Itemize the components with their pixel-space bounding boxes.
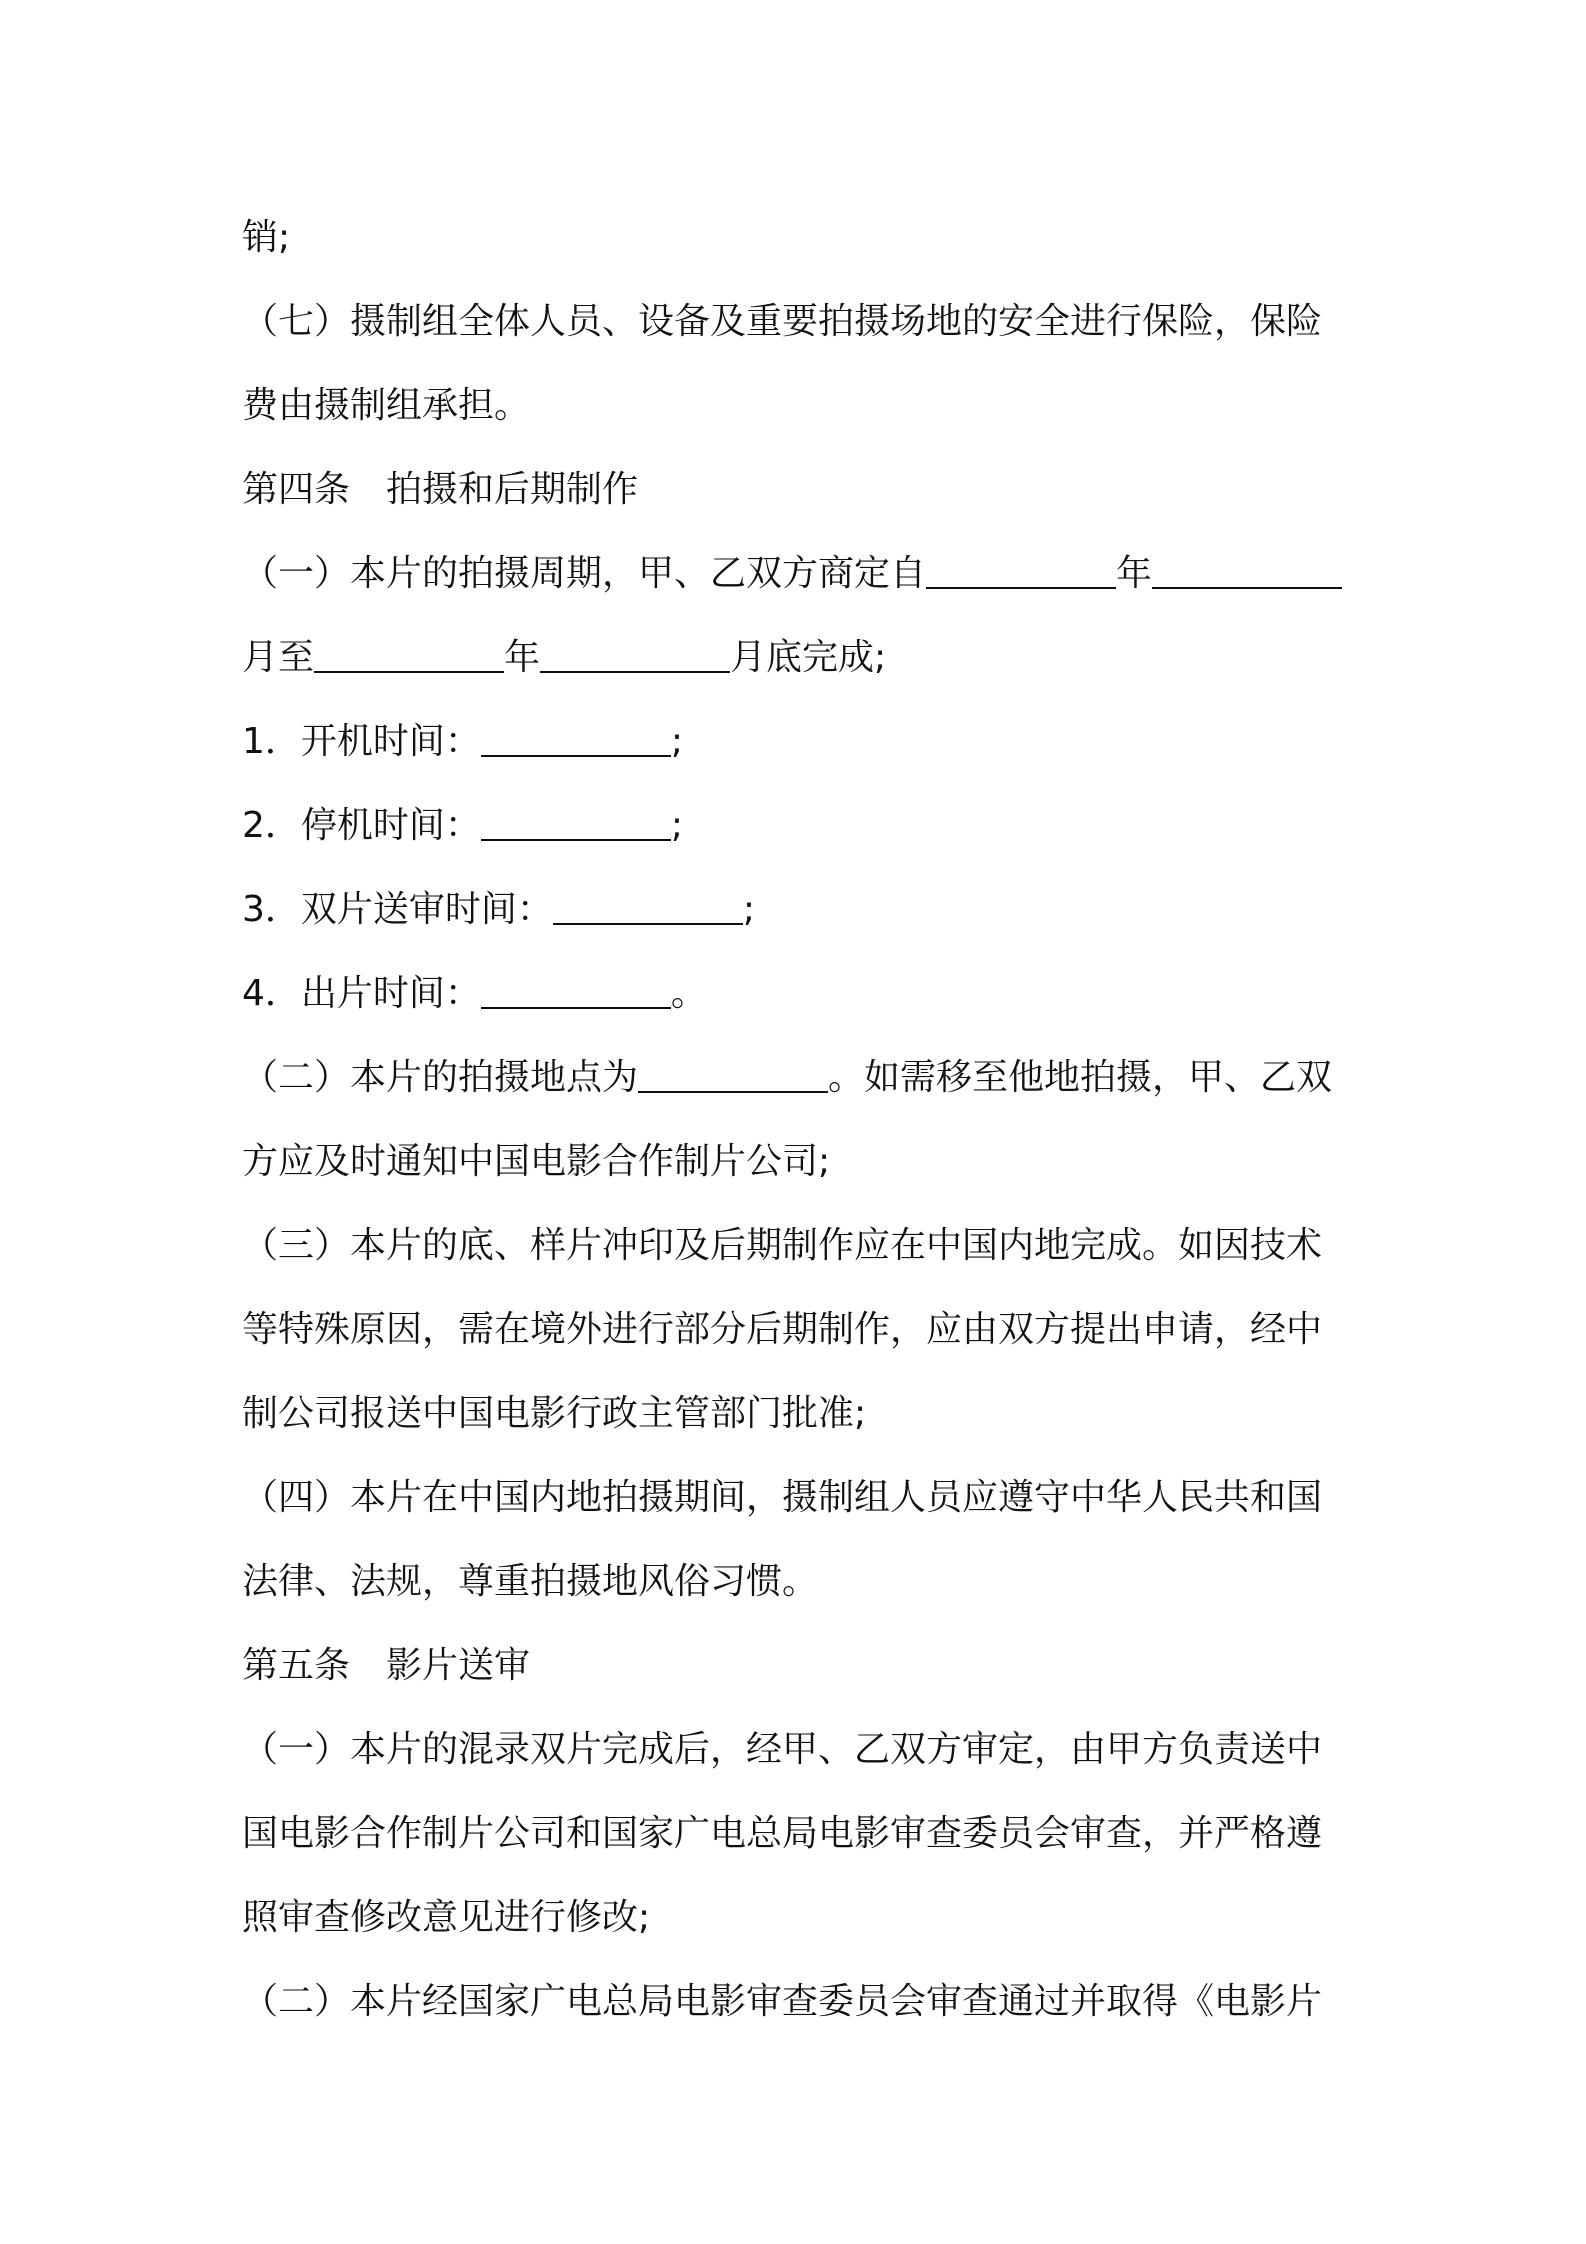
article-4-item-3-line-3 xyxy=(242,1372,1356,1456)
article-4-item-1-line-2 xyxy=(242,616,1356,700)
stop-time-line xyxy=(242,784,1356,868)
line-text: 国电影合作制片公司和国家广电总局电影审查委员会审查，并严格遵 xyxy=(242,1813,1323,1854)
line-text: 月底完成; xyxy=(730,637,887,678)
article-5-item-1-line-3 xyxy=(242,1876,1356,1960)
text-line xyxy=(242,196,1356,280)
clause-7-line-1 xyxy=(242,280,1356,364)
start-time-line xyxy=(242,700,1356,784)
article-5-item-1-line-2 xyxy=(242,1792,1356,1876)
line-text: 。 xyxy=(670,973,707,1014)
article-4-heading xyxy=(242,448,1356,532)
article-5-heading xyxy=(242,1624,1356,1708)
line-text: 3．双片送审时间： xyxy=(242,889,553,930)
fill-blank[interactable] xyxy=(638,1051,828,1093)
line-text: （七）摄制组全体人员、设备及重要拍摄场地的安全进行保险，保险 xyxy=(242,301,1323,342)
line-text: 制公司报送中国电影行政主管部门批准; xyxy=(242,1393,867,1434)
line-text: 等特殊原因，需在境外进行部分后期制作，应由双方提出申请，经中 xyxy=(242,1309,1323,1350)
article-5-item-1-line-1 xyxy=(242,1708,1356,1792)
line-text: 照审查修改意见进行修改; xyxy=(242,1897,651,1938)
line-text: 年 xyxy=(1116,553,1153,594)
line-text: 年 xyxy=(504,637,541,678)
line-text: ; xyxy=(742,889,756,930)
article-4-item-3-line-2 xyxy=(242,1288,1356,1372)
line-text: 4．出片时间： xyxy=(242,973,481,1014)
line-text: （二）本片经国家广电总局电影审查委员会审查通过并取得《电影片 xyxy=(242,1981,1323,2022)
article-4-item-4-line-1 xyxy=(242,1456,1356,1540)
line-text: 1．开机时间： xyxy=(242,721,481,762)
article-4-item-3-line-1 xyxy=(242,1204,1356,1288)
release-time-line xyxy=(242,952,1356,1036)
line-text: （一）本片的混录双片完成后，经甲、乙双方审定，由甲方负责送中 xyxy=(242,1729,1323,1770)
line-text: ; xyxy=(670,721,684,762)
heading-text: 第五条 影片送审 xyxy=(242,1645,531,1686)
line-text: （三）本片的底、样片冲印及后期制作应在中国内地完成。如因技术 xyxy=(242,1225,1323,1266)
article-4-item-2-line-2 xyxy=(242,1120,1356,1204)
article-4-item-1-line-1 xyxy=(242,532,1356,616)
line-text: 费由摄制组承担。 xyxy=(242,385,531,426)
article-4-item-4-line-2 xyxy=(242,1540,1356,1624)
line-text: 2．停机时间： xyxy=(242,805,481,846)
fill-blank[interactable] xyxy=(481,715,671,757)
clause-7-line-2 xyxy=(242,364,1356,448)
line-text: （一）本片的拍摄周期，甲、乙双方商定自 xyxy=(242,553,927,594)
line-text: 月至 xyxy=(242,637,315,678)
line-text: （四）本片在中国内地拍摄期间，摄制组人员应遵守中华人民共和国 xyxy=(242,1477,1323,1518)
fill-blank[interactable] xyxy=(540,631,730,673)
fill-blank[interactable] xyxy=(553,883,743,925)
fill-blank[interactable] xyxy=(481,967,671,1009)
review-time-line xyxy=(242,868,1356,952)
line-text: 销; xyxy=(242,217,291,258)
fill-blank[interactable] xyxy=(1152,547,1342,589)
line-text: 方应及时通知中国电影合作制片公司; xyxy=(242,1141,831,1182)
document-body xyxy=(242,196,1356,2044)
line-text: ; xyxy=(670,805,684,846)
line-text: 。如需移至他地拍摄，甲、乙双 xyxy=(828,1057,1333,1098)
article-4-item-2-line-1 xyxy=(242,1036,1356,1120)
fill-blank[interactable] xyxy=(926,547,1116,589)
heading-text: 第四条 拍摄和后期制作 xyxy=(242,469,639,510)
line-text: （二）本片的拍摄地点为 xyxy=(242,1057,639,1098)
fill-blank[interactable] xyxy=(314,631,504,673)
line-text: 法律、法规，尊重拍摄地风俗习惯。 xyxy=(242,1561,819,1602)
fill-blank[interactable] xyxy=(481,799,671,841)
article-5-item-2-line-1 xyxy=(242,1960,1356,2044)
